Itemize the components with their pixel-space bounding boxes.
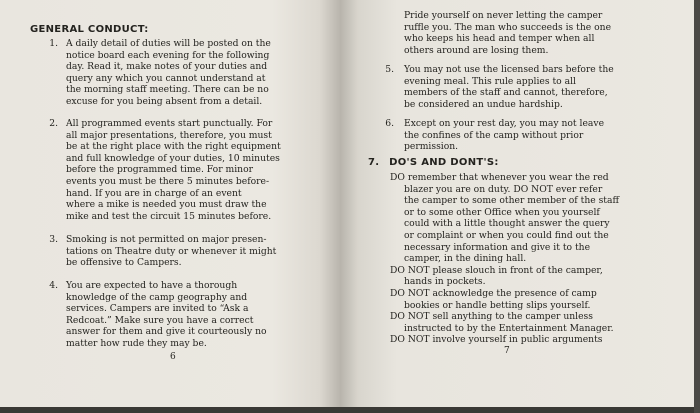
rule-number: 6.: [385, 118, 394, 129]
rule-text: You are expected to have a thorough knowledge of the camp geography and services. Campers are invited to “Ask a Redcoat.” Make sure you have a correct answer for them and give it courteously no matter how rude they may be.: [66, 280, 267, 349]
do-line: necessary information and give it to the: [404, 241, 591, 253]
section-heading-general-conduct: GENERAL CONDUCT:: [30, 24, 149, 35]
right-page: [340, 0, 696, 413]
rule-text: All programmed events start punctually. For all major presentations, therefore, you must be at the right place with the right equipment and full knowledge of your duties, 10 minutes before the programmed time. For minor events you must be there 5 minutes before- hand. If you are in charge of an event where a mike is needed you must draw the mike and test the circuit 15 minutes before.: [66, 118, 281, 222]
do-line: bookies or handle betting slips yourself.: [404, 299, 591, 311]
rule-number: 1.: [49, 38, 58, 49]
do-line: hands in pockets.: [404, 276, 486, 288]
rule-item-4: [44, 280, 314, 352]
rule-number: 2.: [49, 118, 58, 129]
rule-item-6: [380, 118, 680, 154]
section-heading-dos-and-donts: [368, 157, 499, 168]
rule-text: Pride yourself on never letting the camper ruffle you. The man who succeeds is the one who keeps his head and temper when all others around are losing them.: [404, 10, 612, 56]
do-line: camper, in the dining hall.: [404, 253, 527, 265]
rule-text: Except on your rest day, you may not leave the confines of the camp without prior permission.: [404, 118, 605, 153]
rule-item-3: [44, 234, 314, 270]
do-line: blazer you are on duty. DO NOT ever refer: [404, 183, 603, 195]
do-line: the camper to some other member of the staff: [404, 195, 620, 207]
do-line: DO NOT acknowledge the presence of camp: [390, 288, 597, 299]
page-number-right: 7: [504, 346, 510, 356]
rule-number: 5.: [385, 64, 394, 75]
rule-item-4-continued: [404, 10, 674, 58]
rule-item-1: [44, 38, 314, 110]
rule-item-2: [44, 118, 314, 226]
section-title: DO'S AND DONT'S:: [389, 157, 499, 168]
rule-item-5: [380, 64, 680, 112]
section-number: 7.: [368, 157, 380, 168]
do-line: could with a little thought answer the query: [404, 218, 610, 230]
rule-number: 4.: [49, 280, 58, 291]
page-number-left: 6: [170, 352, 176, 362]
rule-text: Smoking is not permitted on major presen- tations on Theatre duty or whenever it might be offensive to Campers.: [66, 234, 277, 269]
do-line: DO NOT involve yourself in public arguments: [390, 334, 603, 346]
do-line: or to some other Office when you yourself: [404, 206, 600, 218]
dos-and-donts-list: [390, 172, 680, 348]
do-line: DO NOT sell anything to the camper unless: [390, 311, 593, 323]
book-edge-shadow: [694, 0, 700, 413]
do-line: DO remember that whenever you wear the red: [390, 172, 609, 183]
rule-number: 3.: [49, 234, 58, 245]
rule-text: A daily detail of duties will be posted on the notice board each evening for the following day. Read it, make notes of your duties and query any which you cannot understand at the morning staff meeting. There can be no excuse for you being absent from a detail.: [66, 38, 271, 107]
left-page: [0, 0, 340, 413]
rule-text: You may not use the licensed bars before the evening meal. This rule applies to all members of the staff and cannot, therefore, be considered an undue hardship.: [404, 64, 614, 110]
do-line: DO NOT please slouch in front of the camper,: [390, 264, 603, 276]
do-line: or complaint or when you could find out the: [404, 230, 609, 241]
do-line: instructed to by the Entertainment Manager.: [404, 322, 614, 334]
